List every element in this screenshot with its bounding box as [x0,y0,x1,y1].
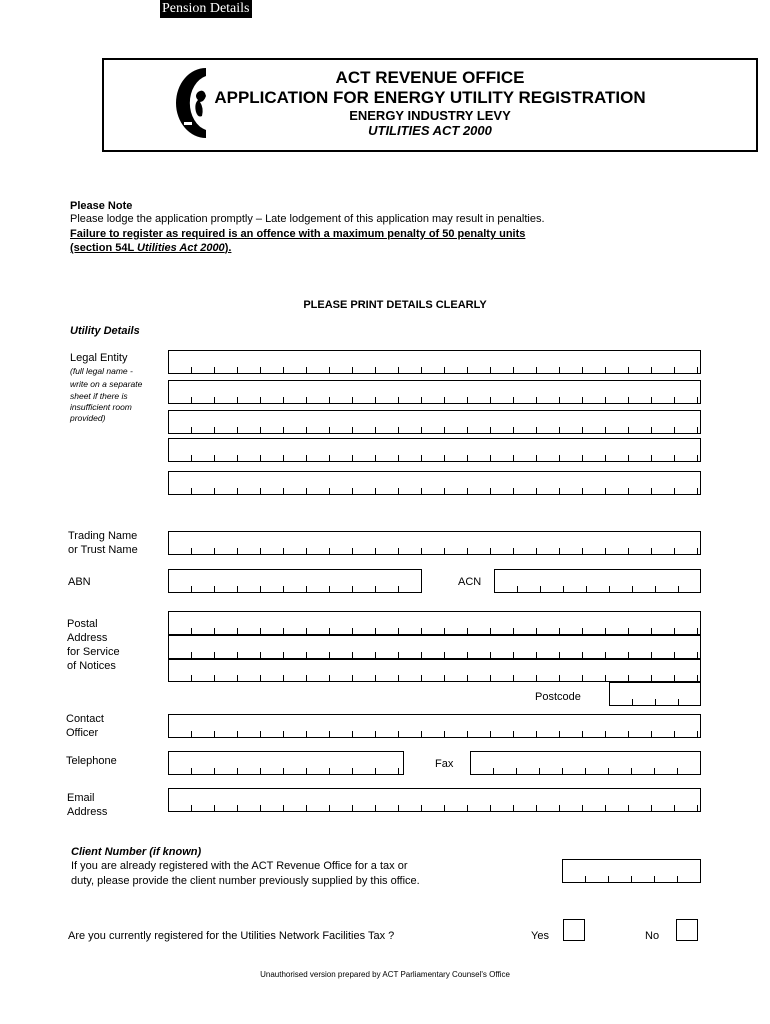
postal-address-label: Address [67,632,108,644]
unft-question: Are you currently registered for the Utilities Network Facilities Tax ? [68,930,395,942]
contact-officer-label: Contact [66,713,104,725]
email-address-input[interactable] [168,788,701,812]
form-title: APPLICATION FOR ENERGY UTILITY REGISTRATION [214,88,646,107]
legal-entity-hint: provided) [70,413,106,423]
acn-input[interactable] [494,569,701,593]
legal-entity-input-2[interactable] [168,380,701,404]
email-address-label: Email [67,792,95,804]
trading-name-label: Trading Name [68,530,138,542]
telephone-label: Telephone [66,755,117,767]
contact-officer-label: Officer [66,727,99,739]
abn-input[interactable] [168,569,422,593]
note-line: Please lodge the application promptly – Late lodgement of this application may result in penalties. [70,213,545,225]
abn-label: ABN [68,576,91,588]
act-crest-logo [176,66,208,140]
levy-name: ENERGY INDUSTRY LEVY [349,108,511,123]
note-warning-section: (section 54L Utilities Act 2000). [70,242,232,254]
postal-address-label: for Service [67,646,120,658]
client-number-text: duty, please provide the client number previously supplied by this office. [71,875,420,887]
fax-label: Fax [435,758,454,770]
trading-name-input[interactable] [168,531,701,555]
acn-label: ACN [458,576,482,588]
postal-address-label: of Notices [67,660,116,672]
legal-entity-hint: sheet if there is [70,391,128,401]
client-number-input[interactable] [562,859,701,883]
legal-entity-input-5[interactable] [168,471,701,495]
legal-entity-hint: write on a separate [70,379,143,389]
utility-details-heading: Utility Details [70,325,140,337]
postcode-label: Postcode [535,691,581,703]
postal-address-input-2[interactable] [168,635,701,659]
note-heading: Please Note [70,200,133,212]
legal-entity-input-1[interactable] [168,350,701,374]
postcode-input[interactable] [609,682,701,706]
footer-note: Unauthorised version prepared by ACT Parliamentary Counsel's Office [260,970,510,979]
client-number-text: If you are already registered with the ACT Revenue Office for a tax or [71,860,408,872]
legal-entity-label: Legal Entity [70,352,128,364]
pension-details-tag: Pension Details [162,1,250,16]
yes-checkbox[interactable] [563,919,585,941]
telephone-input[interactable] [168,751,404,775]
legal-entity-hint: insufficient room [70,402,132,412]
postal-address-input-3[interactable] [168,659,701,682]
fax-input[interactable] [470,751,701,775]
email-address-label: Address [67,806,108,818]
postal-address-label: Postal [67,618,98,630]
contact-officer-input[interactable] [168,714,701,738]
legal-entity-input-4[interactable] [168,438,701,462]
postal-address-input-1[interactable] [168,611,701,635]
trading-name-label: or Trust Name [68,544,138,556]
legal-entity-hint: (full legal name - [70,366,133,376]
yes-label: Yes [531,930,549,942]
no-checkbox[interactable] [676,919,698,941]
print-clearly-heading: PLEASE PRINT DETAILS CLEARLY [303,299,487,311]
office-name: ACT REVENUE OFFICE [335,68,525,87]
note-warning: Failure to register as required is an offence with a maximum penalty of 50 penalty units [70,228,526,240]
no-label: No [645,930,660,942]
act-name: UTILITIES ACT 2000 [368,123,492,138]
client-number-heading: Client Number (if known) [71,846,202,858]
legal-entity-input-3[interactable] [168,410,701,434]
